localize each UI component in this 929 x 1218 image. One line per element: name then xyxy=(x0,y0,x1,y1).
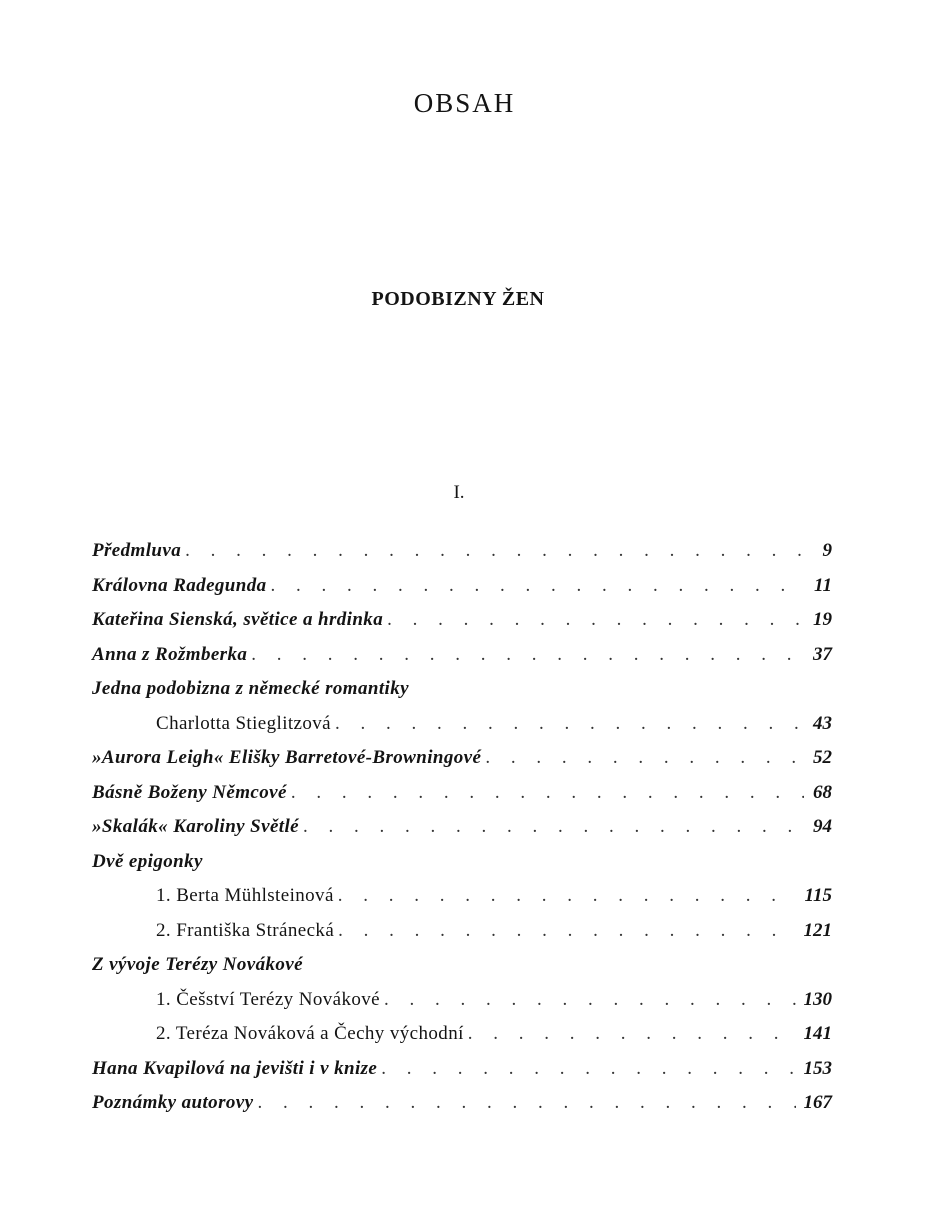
toc-sub-entry xyxy=(92,713,832,748)
toc-entry-page: 19 xyxy=(813,609,832,630)
toc-entry xyxy=(92,816,832,851)
dot-leader xyxy=(271,575,804,597)
table-of-contents xyxy=(92,540,832,1127)
toc-entry-title: Básně Boženy Němcové xyxy=(92,781,287,803)
toc-entry-page: 52 xyxy=(813,747,832,768)
toc-entry-title: Anna z Rožmberka xyxy=(92,643,248,665)
dot-leader xyxy=(291,782,804,804)
toc-entry xyxy=(92,1058,832,1093)
dot-leader xyxy=(485,747,804,769)
toc-entry-title: Dvě epigonky xyxy=(92,850,203,872)
toc-entry-title: Předmluva xyxy=(92,540,182,561)
toc-entry xyxy=(92,1092,832,1127)
dot-leader xyxy=(303,816,804,838)
toc-group-heading xyxy=(92,954,832,989)
toc-entry-title: »Skalák« Karoliny Světlé xyxy=(92,816,299,837)
toc-entry-title: Královna Radegunda xyxy=(92,574,267,596)
toc-entry-title: Kateřina Sienská, světice a hrdinka xyxy=(92,609,384,630)
toc-entry-title: 1. Češství Terézy Novákové xyxy=(156,988,381,1010)
toc-entry-title: 2. Františka Stránecká xyxy=(156,919,335,941)
toc-entry-title: »Aurora Leigh« Elišky Barretové-Browningové xyxy=(92,747,482,768)
toc-entry-page: 115 xyxy=(804,885,832,906)
toc-entry-title: Charlotta Stieglitzová xyxy=(156,712,332,734)
toc-entry-title: Poznámky autorovy xyxy=(92,1092,254,1113)
dot-leader xyxy=(468,1023,796,1045)
dot-leader xyxy=(384,989,795,1011)
toc-entry xyxy=(92,782,832,817)
toc-entry-title: Jedna podobizna z německé romantiky xyxy=(92,678,409,699)
toc-entry-page: 121 xyxy=(803,919,832,941)
toc-entry xyxy=(92,747,832,782)
section-title: PODOBIZNY ŽEN xyxy=(371,288,545,310)
toc-sub-entry xyxy=(92,920,832,955)
toc-sub-entry xyxy=(92,989,832,1024)
toc-group-heading xyxy=(92,851,832,886)
dot-leader xyxy=(338,885,797,907)
dot-leader xyxy=(387,609,804,631)
toc-sub-entry xyxy=(92,885,832,920)
toc-entry-page: 37 xyxy=(813,643,832,665)
toc-entry-title: Hana Kvapilová na jevišti i v knize xyxy=(92,1057,378,1079)
dot-leader xyxy=(338,920,795,942)
toc-entry-page: 68 xyxy=(813,781,832,803)
toc-entry-page: 11 xyxy=(814,574,832,596)
toc-entry xyxy=(92,575,832,610)
toc-entry-title: Z vývoje Terézy Novákové xyxy=(92,954,303,975)
toc-entry-title: 1. Berta Mühlsteinová xyxy=(156,885,334,906)
toc-entry-page: 153 xyxy=(803,1057,832,1079)
part-number: I. xyxy=(453,482,465,503)
dot-leader xyxy=(251,644,804,666)
toc-entry xyxy=(92,540,832,575)
toc-group-heading xyxy=(92,678,832,713)
toc-entry xyxy=(92,644,832,679)
toc-entry-page: 141 xyxy=(803,1023,832,1044)
toc-entry-page: 130 xyxy=(803,988,832,1010)
toc-entry-page: 43 xyxy=(813,712,832,734)
toc-entry-page: 94 xyxy=(813,816,832,837)
dot-leader xyxy=(381,1058,795,1080)
toc-entry-page: 167 xyxy=(803,1092,832,1113)
dot-leader xyxy=(335,713,804,735)
toc-entry-title: 2. Teréza Nováková a Čechy východní xyxy=(156,1023,464,1044)
toc-sub-entry xyxy=(92,1023,832,1058)
page-heading: OBSAH xyxy=(413,88,516,118)
toc-entry xyxy=(92,609,832,644)
dot-leader xyxy=(185,540,804,562)
dot-leader xyxy=(257,1092,795,1114)
toc-entry-page: 9 xyxy=(822,540,832,561)
